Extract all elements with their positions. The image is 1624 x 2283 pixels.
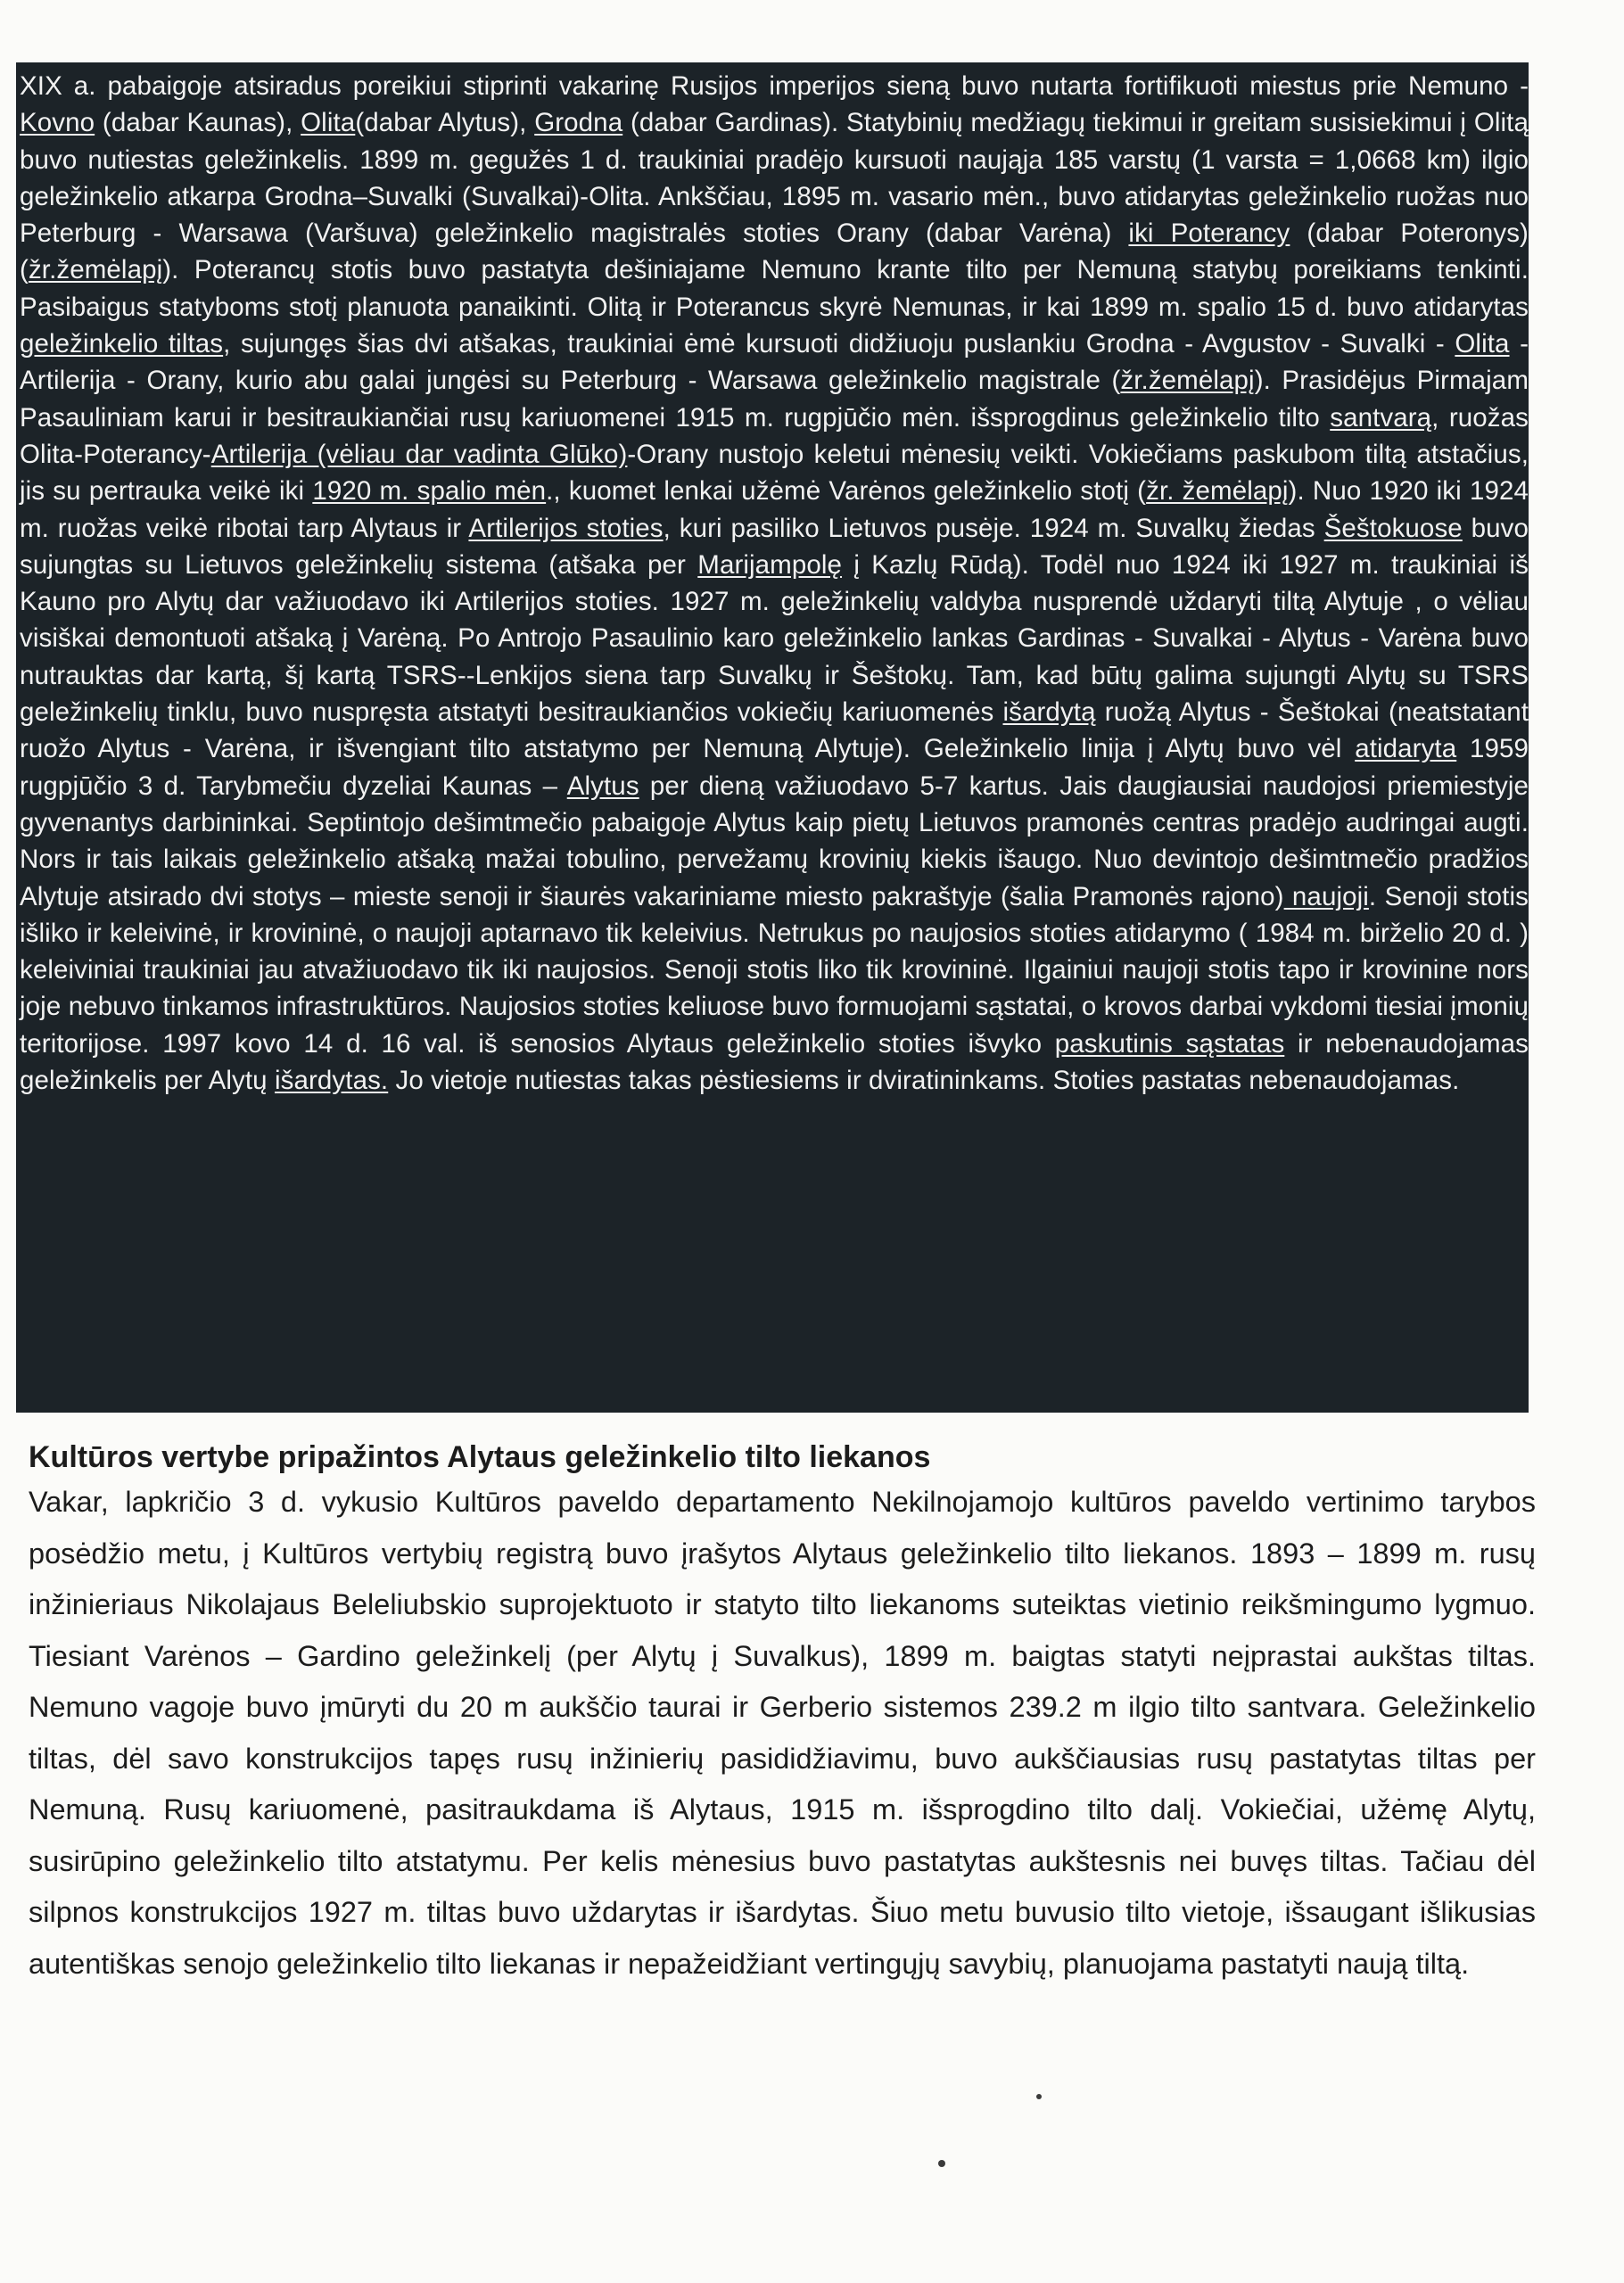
history-text: , sujungęs šias dvi atšakas, traukiniai ėmė kursuoti didžiuoju puslankiu Grodna - Avgustov - Suvalki - [223,329,1455,359]
history-text: (dabar Poteronys) ( [20,218,1529,285]
reopened-link[interactable]: atidaryta [1355,734,1457,764]
olita-link[interactable]: Olita [1455,329,1510,359]
history-text: 1959 rugpjūčio 3 d. Tarybmečiu dyzeliai Kaunas – [20,734,1529,801]
history-text: , ruožas Olita-Poterancy- [20,402,1529,469]
olita-link[interactable]: Olita [301,108,356,138]
last-train-link[interactable]: paskutinis sąstatas [1054,1028,1285,1059]
marijampole-link[interactable]: Marijampolę [697,549,843,580]
history-text: -Orany nustojo keletui mėnesių veikti. Vokiečiams paskubom tiltą atstačius, jis su pertrauka veikė iki [20,439,1529,507]
railway-bridge-link[interactable]: geležinkelio tiltas [20,329,224,359]
scan-speck [938,2160,945,2167]
map-link[interactable]: žr.žemėlapį [28,255,163,285]
history-text: - Artilerija - Orany, kurio abu galai jungėsi su Peterburg - Warsawa geležinkelio magistrale ( [20,329,1529,396]
alytus-link[interactable]: Alytus [566,771,639,801]
kovno-link[interactable]: Kovno [20,108,95,138]
history-text: į Kazlų Rūdą). Todėl nuo 1924 iki 1927 m. traukiniai iš Kauno pro Alytų dar važiuodavo iki Artilerijos stoties. 1927 m. geležinkelių valdyba nusprendė uždaryti tiltą Alytuje , o vėliau visiškai demontuoti atšaką į Varėną. Po Antrojo Pasaulinio karo geležinkelio lankas Gardinas - Suvalkai - Alytus - Varėna buvo nutrauktas dar kartą, šį kartą TSRS--Lenkijos siena tarp Suvalkų ir Šeštokų. Tam, kad būtų galima sujungti Alytų su TSRS geležinkelių tinklu, buvo nuspręsta atstatyti besitraukiančios vokiečių kariuomenės [20,549,1529,728]
october-1920-link[interactable]: 1920 m. spalio mėn [312,476,547,507]
artillery-station-link[interactable]: Artilerijos stoties [468,513,664,543]
history-text: ). Prasidėjus Pirmajam Pasauliniam karui ir besitraukiančiai rusų kariuomenei 1915 m. rugpjūčio mėn. išsprogdinus geležinkelio tilto [20,366,1529,433]
artilerija-link[interactable]: Artilerija (vėliau dar vadinta Glūko) [210,439,628,469]
history-text: buvo sujungtas su Lietuvos geležinkelių sistema (atšaka per [20,513,1529,580]
history-text: per dieną važiuodavo 5-7 kartus. Jais daugiausiai naudojosi priemiestyje gyvenantys darbininkai. Septintojo dešimtmečio pabaigoje Alytus kaip pietų Lietuvos pramonės centras pradėjo audringai augti. Nors ir tais laikais geležinkelio atšaką mažai tobulino, pervežamų krovinių kiekis išaugo. Nuo devintojo dešimtmečio pradžios Alytuje atsirado dvi stotys – mieste senoji ir šiaurės vakariniame miesto pakraštyje (šalia Pramonės rajono) [20,771,1529,911]
history-text: , kuri pasiliko Lietuvos pusėje. 1924 m. Suvalkų žiedas [663,513,1324,543]
sestokai-link[interactable]: Šeštokuose [1323,513,1463,543]
history-text: ir nebenaudojamas geležinkelis per Alytų [20,1028,1529,1096]
map-link[interactable]: žr.žemėlapį [1120,366,1255,396]
article-body: Vakar, lapkričio 3 d. vykusio Kultūros paveldo departamento Nekilnojamojo kultūros paveldo vertinimo tarybos posėdžio metu, į Kultūros vertybių registrą buvo įrašytos Alytaus geležinkelio tilto liekanos. 1893 – 1899 m. rusų inžinieriaus Nikolajaus Beleliubskio suprojektuoto ir statyto tilto liekanoms suteiktas vietinio reikšmingumo lygmuo. Tiesiant Varėnos – Gardino geležinkelį (per Alytų į Suvalkus), 1899 m. baigtas statyti neįprastai aukštas tiltas. Nemuno vagoje buvo įmūryti du 20 m aukščio taurai ir Gerberio sistemos 239.2 m ilgio tilto santvara. Geležinkelio tiltas, dėl savo konstrukcijos tapęs rusų inžinierių pasididžiavimu, buvo aukščiausias rusų pastatytas tiltas per Nemuną. Rusų kariuomenė, pasitraukdama iš Alytaus, 1915 m. išsprogdino tilto dalį. Vokiečiai, užėmę Alytų, susirūpino geležinkelio tilto atstatymu. Per kelis mėnesius buvo pastatytas aukštesnis nei buvęs tiltas. Tačiau dėl silpnos konstrukcijos 1927 m. tiltas buvo uždarytas ir išardytas. Šiuo metu buvusio tilto vietoje, išsaugant išlikusias autentiškas senojo geležinkelio tilto liekanas ir nepažeidžiant vertingųjų savybių, planuojama pastatyti naują tiltą. [29,1486,1536,1980]
history-text: ). Poterancų stotis buvo pastatyta dešiniajame Nemuno krante tilto per Nemuną statybų poreikiams tenkinti. Pasibaigus statyboms stotį planuota panaikinti. Olitą ir Poterancus skyrė Nemunas, ir kai 1899 m. spalio 15 d. buvo atidarytas [20,255,1529,322]
grodna-link[interactable]: Grodna [534,108,623,138]
map-link[interactable]: žr. žemėlapį [1146,476,1289,507]
history-text: (dabar Alytus), [355,108,535,138]
history-text: Jo vietoje nutiestas takas pėstiesiems ir dviratininkams. Stoties pastatas nebenaudojamas. [388,1066,1460,1096]
history-text: XIX a. pabaigoje atsiradus poreikiui stiprinti vakarinę Rusijos imperijos sieną buvo nutarta fortifikuoti miestus prie Nemuno - [20,71,1529,101]
history-text: ruožą Alytus - Šeštokai (neatstatant ruožo Alytus - Varėna, ir išvengiant tilto atstatymo per Nemuną Alytuje). Geležinkelio linija į Alytų buvo vėl [20,697,1529,764]
history-paragraph [20,68,1529,1099]
news-article [29,1438,1536,1990]
history-text-block [16,62,1529,1413]
article-title: Kultūros vertybe pripažintos Alytaus geležinkelio tilto liekanos [29,1440,931,1474]
history-text: . Senoji stotis išliko ir keleivinė, ir krovininė, o naujoji aptarnavo tik keleivius. Netrukus po naujosios stoties atidarymo ( 1984 m. birželio 20 d. ) keleiviniai traukiniai jau atvažiuodavo tik iki naujosios. Senoji stotis liko tik krovininė. Ilgainiui naujoji stotis tapo ir krovinine nors joje nebuvo tinkamos infrastruktūros. Naujosios stoties keliuose buvo formuojami sąstatai, o krovos darbai vykdomi tiesiai įmonių teritorijose. 1997 kovo 14 d. 16 val. iš senosios Alytaus geležinkelio stoties išvyko [20,881,1529,1059]
dismantled-link[interactable]: išardytą [1002,697,1096,728]
history-text: ). Nuo 1920 iki 1924 m. ruožas veikė ribotai tarp Alytaus ir [20,476,1529,543]
new-station-link[interactable]: naujoji [1283,881,1369,911]
scan-speck [1036,2094,1042,2099]
iki-poterancy-link[interactable]: iki Poterancy [1128,218,1290,249]
history-text: (dabar Kaunas), [95,108,301,138]
history-text: ., kuomet lenkai užėmė Varėnos geležinkelio stotį ( [546,476,1147,507]
truss-link[interactable]: santvarą [1330,402,1432,433]
history-text: (dabar Gardinas). Statybinių medžiagų tiekimui ir greitam susisiekimui į Olitą buvo nutiestas geležinkelis. 1899 m. gegužės 1 d. traukiniai pradėjo kursuoti naująja 185 varstų (1 varsta = 1,0668 km) ilgio geležinkelio atkarpa Grodna–Suvalki (Suvalkai)-Olita. Ankščiau, 1895 m. vasario mėn., buvo atidarytas geležinkelio ruožas nuo Peterburg - Warsawa (Varšuva) geležinkelio magistralės stoties Orany (dabar Varėna) [20,108,1529,249]
dismantled-railway-link[interactable]: išardytas. [274,1066,389,1096]
